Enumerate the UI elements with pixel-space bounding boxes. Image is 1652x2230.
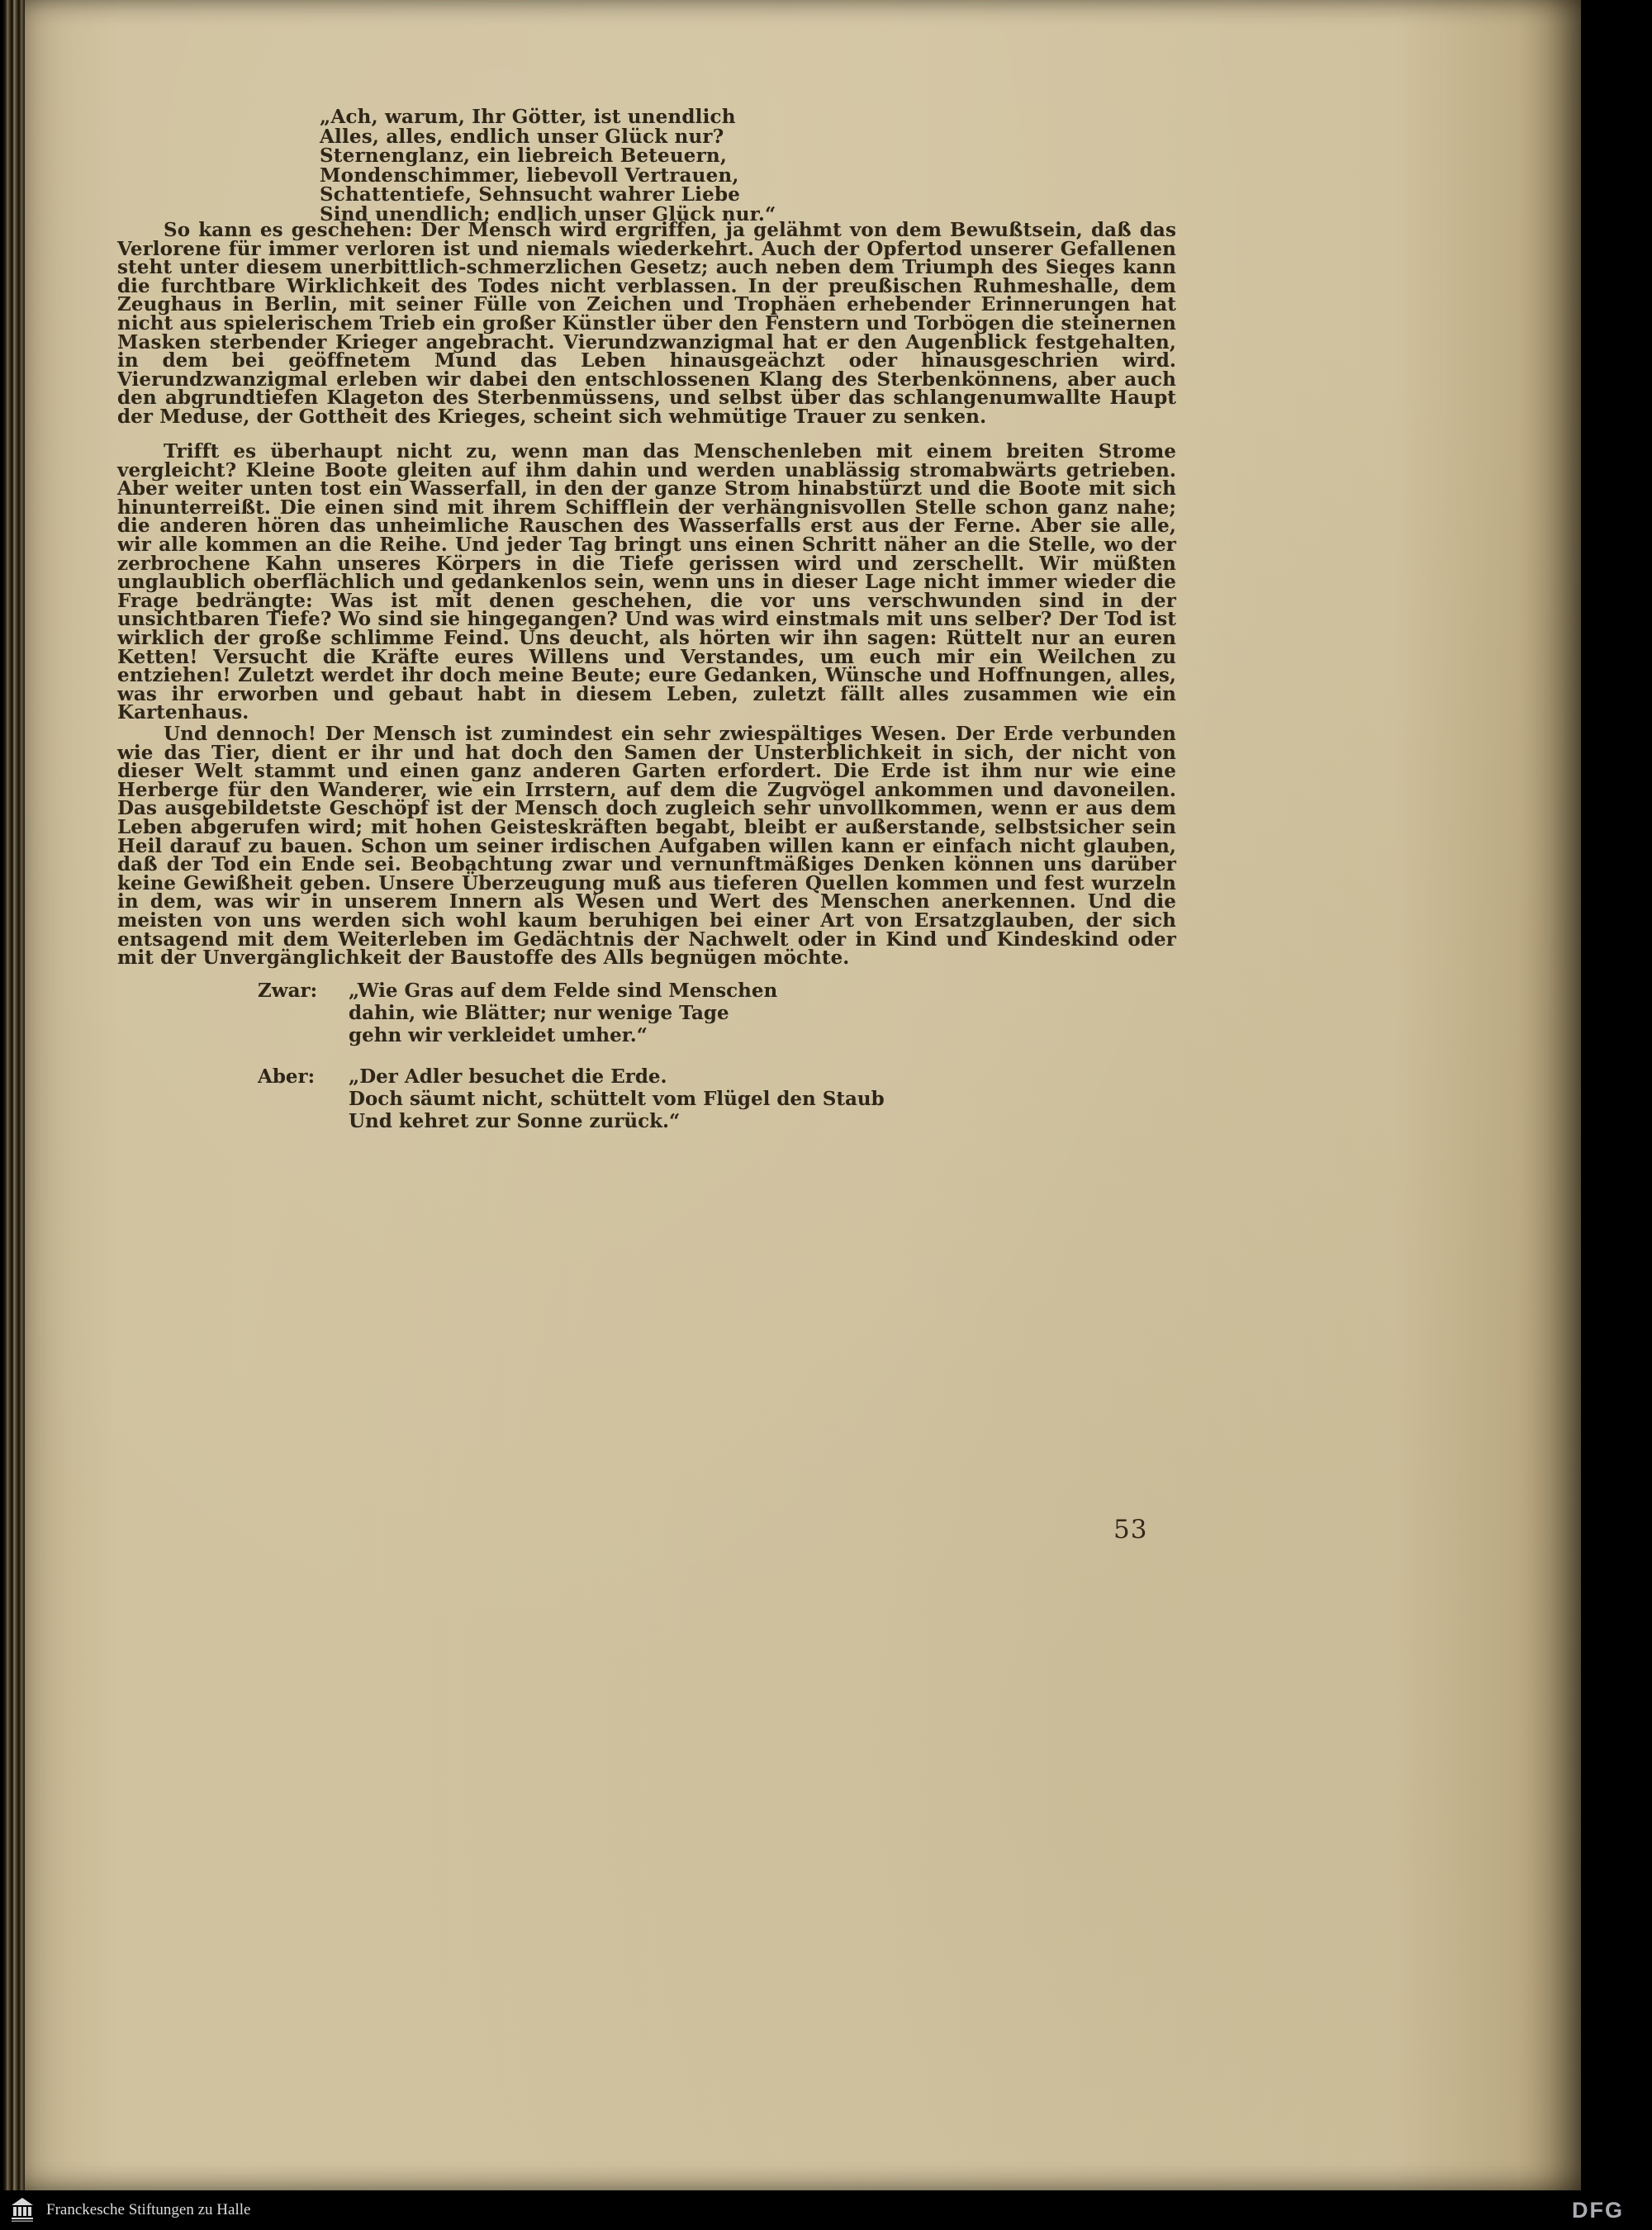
opening-poem [320,107,776,224]
poem-line: Alles, alles, endlich unser Glück nur? [320,125,724,148]
poem-line: Mondenschimmer, liebevoll Vertrauen, [320,164,739,187]
paragraph: So kann es geschehen: Der Mensch wird ergriffen, ja gelähmt von dem Bewußtsein, daß das Verlorene für immer verloren ist und niemals wiederkehrt. Auch der Opfertod unserer Gefallenen steht unter diesem unerbittlich-schmerzlichen Gesetz; auch neben dem Triumph des Sieges kann die furchtbare Wirklichkeit des Todes nicht verblassen. In der preußischen Ruhmeshalle, dem Zeughaus in Berlin, mit seiner Fülle von Zeichen und Trophäen erhebender Erinnerungen hat nicht aus spielerischem Trieb ein großer Künstler über den Fenstern und Torbögen die steinernen Masken sterbender Krieger angebracht. Vierundzwanzigmal hat er den Augenblick festgehalten, in dem bei geöffnetem Mund das Leben hinausgeächzt oder hinausgeschrien wird. Vierundzwanzigmal erleben wir dabei den entschlossenen Klang des Sterbenkönnens, aber auch den abgrundtiefen Klageton des Sterbenmüssens, und selbst über das schlangenumwallte Haupt der Meduse, der Gottheit des Krieges, scheint sich wehmütige Trauer zu senken. [117,219,1176,428]
quote-line: gehn wir verkleidet umher.“ [349,1024,648,1046]
quote-label: Zwar: [258,980,318,1002]
poem-line: Schattentiefe, Sehnsucht wahrer Liebe [320,183,741,206]
franckesche-stiftungen-logo-icon [10,2196,35,2224]
poem-line: Sind unendlich; endlich unser Glück nur.“ [320,202,776,225]
paragraph: Und dennoch! Der Mensch ist zumindest ein sehr zwiespältiges Wesen. Der Erde verbunden wie das Tier, dient er ihr und hat doch den Samen der Unsterblichkeit in sich, der nicht von dieser Welt stammt und einen ganz anderen Garten erfordert. Die Erde ist ihm nur wie eine Herberge für den Wanderer, wie ein Irrstern, auf dem die Zugvögel ankommen und davoneilen. Das ausgebildetste Geschöpf ist der Mensch doch zugleich sehr unvollkommen, wenn er aus dem Leben abgerufen wird; mit hohen Geisteskräften begabt, bleibt er außerstande, selbstsicher sein Heil darauf zu bauen. Schon um seiner irdischen Aufgaben willen kann er einfach nicht glauben, daß der Tod ein Ende sei. Beobachtung zwar und vernunftmäßiges Denken können uns darüber keine Gewißheit geben. Unsere Überzeugung muß aus tieferen Quellen kommen und fest wurzeln in dem, was wir in unserem Innern als Wesen und Wert des Menschen anerkennen. Und die meisten von uns werden sich wohl kaum beruhigen bei einer Art von Ersatzglauben, der sich entsagend mit dem Weiterleben im Gedächtnis der Nachwelt oder in Kind und Kindeskind oder mit der Unvergänglichkeit der Baustoffe des Alls begnügen möchte. [117,723,1176,970]
quote-label: Aber: [258,1065,316,1088]
quote-line: Und kehret zur Sonne zurück.“ [349,1110,681,1132]
scanned-page [25,0,1581,2190]
closing-quote [258,980,777,1046]
quote-line: Doch säumt nicht, schüttelt vom Flügel den Staub [349,1088,885,1110]
quote-lines [349,980,777,1046]
page-number: 53 [1113,1515,1148,1544]
footer-bar [0,2190,1652,2230]
quote-line: „Wie Gras auf dem Felde sind Menschen [349,980,778,1002]
paragraph: Trifft es überhaupt nicht zu, wenn man das Menschenleben mit einem breiten Strome vergleicht? Kleine Boote gleiten auf ihm dahin und werden unablässig stromabwärts getrieben. Aber weiter unten tost ein Wasserfall, in den der ganze Strom hinabstürzt und die Boote mit sich hinunterreißt. Die einen sind mit ihrem Schifflein der verhängnisvollen Stelle schon ganz nahe; die anderen hören das unheimliche Rauschen des Wasserfalls erst aus der Ferne. Aber sie alle, wir alle kommen an die Reihe. Und jeder Tag bringt uns einen Schritt näher an die Stelle, wo der zerbrochene Kahn unseres Körpers in die Tiefe gerissen wird und zerschellt. Wir müßten unglaublich oberflächlich und gedankenlos sein, wenn uns in dieser Lage nicht immer wieder die Frage bedrängte: Was ist mit denen geschehen, die vor uns verschwunden sind in der unsichtbaren Tiefe? Wo sind sie hingegangen? Und was wird einstmals mit uns selber? Der Tod ist wirklich der große schlimme Feind. Uns deucht, als hörten wir ihn sagen: Rüttelt nur an euren Ketten! Versucht die Kräfte eures Willens und Verstandes, um euch mir ein Weilchen zu entziehen! Zuletzt werdet ihr doch meine Beute; eure Gedanken, Wünsche und Hoffnungen, alles, was ihr erworben und gebaut habt in diesem Leben, zuletzt fällt alles zusammen wie ein Kartenhaus. [117,440,1176,724]
dfg-logo: DFG [1572,2197,1624,2223]
quote-line: dahin, wie Blätter; nur wenige Tage [349,1002,729,1024]
poem-line: „Ach, warum, Ihr Götter, ist unendlich [320,106,736,128]
book-page-edges [3,0,25,2190]
closing-quote [258,1065,885,1132]
quote-line: „Der Adler besuchet die Erde. [349,1065,667,1088]
quote-lines [349,1065,885,1132]
poem-line: Sternenglanz, ein liebreich Beteuern, [320,145,728,167]
institution-name: Franckesche Stiftungen zu Halle [46,2201,251,2218]
